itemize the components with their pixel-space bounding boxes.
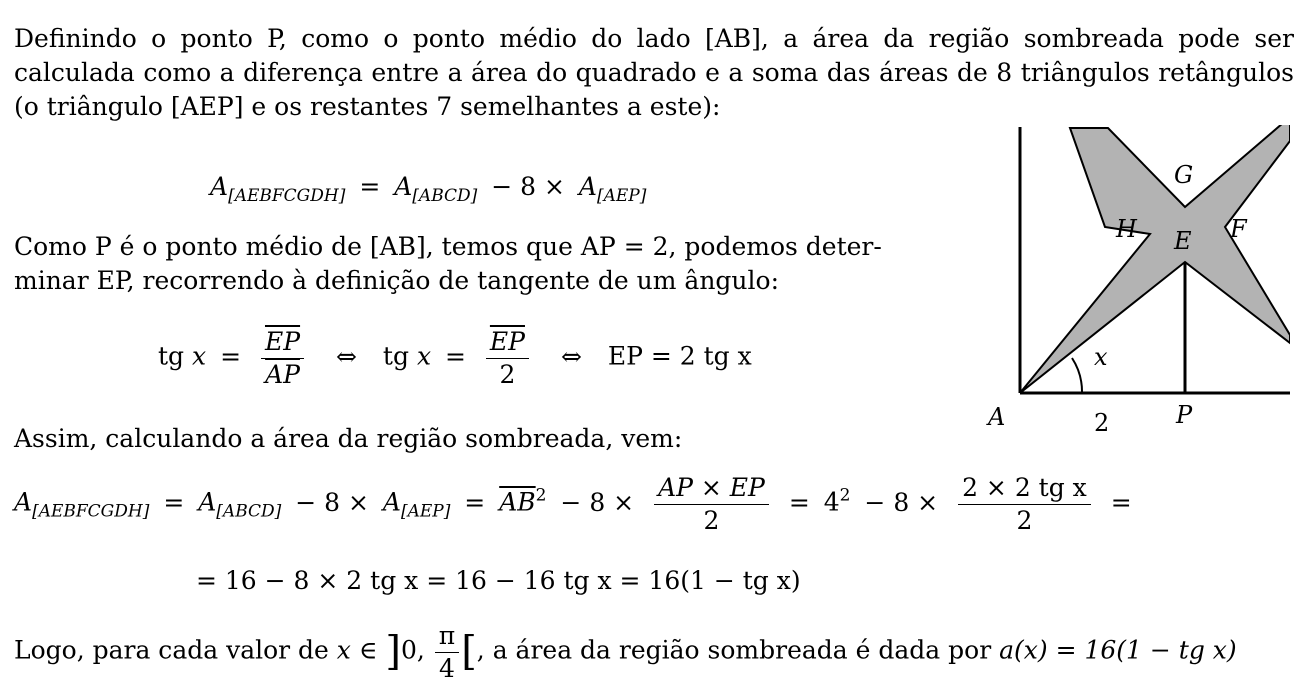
label-two: 2	[1094, 409, 1110, 437]
angle-x-arc	[1072, 358, 1082, 393]
label-a: A	[988, 403, 1006, 431]
tangent-paragraph-line-2: minar EP, recorrendo à definição de tangente de um ângulo:	[14, 266, 779, 295]
equation-area-result: = 16 − 8 × 2 tg x = 16 − 16 tg x = 16(1 − tg x)	[196, 566, 801, 595]
label-g: G	[1174, 161, 1194, 189]
label-e: E	[1174, 227, 1192, 255]
equation-tangent: tg x = $\frac{\overline{EP}}{AP}$ ⇔ tg x = $\frac{\overline{EP}}{2}$ ⇔ EP = 2 tg x	[158, 327, 752, 389]
label-p: P	[1176, 401, 1193, 429]
shaded-star-region	[1020, 125, 1290, 393]
equation-area-definition: $A_{[AEBFCGDH]} = A_{[ABCD]} - 8 \times A_{[AEP]}$	[210, 172, 647, 206]
computation-intro: Assim, calculando a área da região sombreada, vem:	[14, 424, 683, 453]
label-x: x	[1094, 343, 1108, 371]
conclusion: Logo, para cada valor de x ∈ ]0, $\frac{\pi}{4}$ [, a área da região sombreada é dada por a(x) = 16(1 − tg x)	[14, 621, 1237, 683]
geometry-figure	[960, 125, 1290, 440]
intro-paragraph: Definindo o ponto P, como o ponto médio do lado [AB], a área da região sombreada pode ser calculada como a diferença entre a área do quadrado e a soma das áreas de 8 triângulos retângulos (o triângulo [AEP] e os restantes 7 semelhantes a este):	[14, 24, 1294, 121]
label-f: F	[1230, 215, 1247, 243]
tangent-paragraph	[14, 230, 882, 298]
tangent-paragraph-line-1: Como P é o ponto médio de [AB], temos que AP = 2, podemos deter-	[14, 232, 882, 261]
equation-area-computation: $A_{[AEBFCGDH]} = A_{[ABCD]} - 8 \times A_{[AEP]} = \overline{AB}^2 - 8$ × $\frac{AP \times EP}{2}$ = $4^2 - 8$ × $\frac{\text{2 × 2 tg x}}{2}$ =	[14, 473, 1132, 535]
label-h: H	[1116, 215, 1137, 243]
